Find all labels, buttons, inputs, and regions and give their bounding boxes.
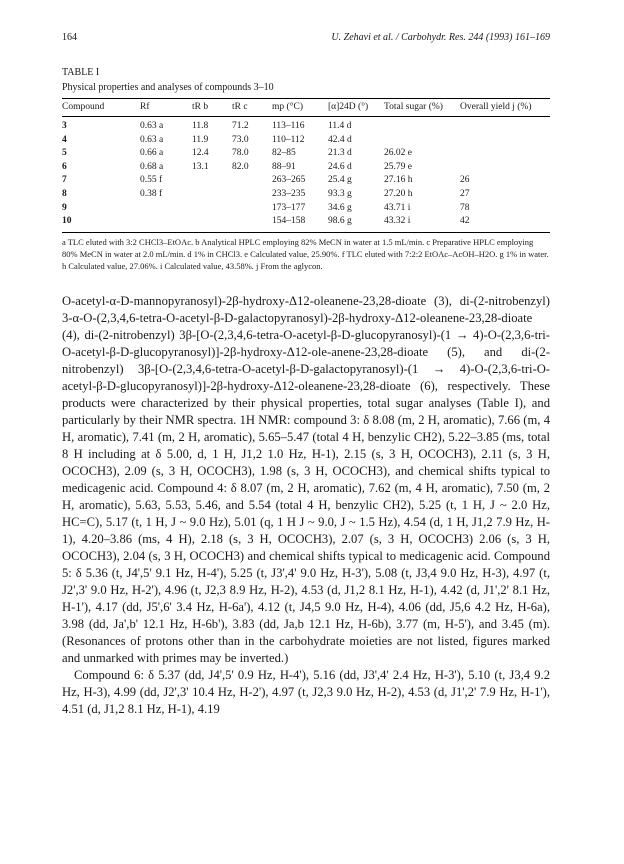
table-cell-yield: 42: [460, 216, 470, 227]
table-cell-rf: 0.66 a: [140, 148, 164, 159]
table-cell-compound: 7: [62, 175, 67, 186]
paragraph: O-acetyl-α-D-mannopyranosyl)-2β-hydroxy-Δ12-oleanene-23,28-dioate (3), di-(2-nitrobenzyl) 3-α-O-(2,3,4,6-tetra-O-acetyl-β-D-galactopyranosyl)-2β-hydroxy-Δ12-oleanene-23,28-dioate (4), di-(2-nitrobenzyl) 3β-[O-(2,3,4,6-tetra-O-acetyl-β-D-glucopyranosyl)-(1 → 4)-O-(2,3,6-tri-O-acetyl-β-D-glucopyranosyl)]-2β-hydroxy-Δ12-ole-anene-23,28-dioate (5), and di-(2-nitrobenzyl) 3β-[O-(2,3,4,6-tetra-O-acetyl-β-D-galactopyranosyl)-(1 → 4)-O-(2,3,6-tri-O-acetyl-β-D-glucopyranosyl)]-2β-hydroxy-Δ12-oleanene-23,28-dioate (6), respectively. These products were characterized by their physical properties, total sugar analyses (Table I), and particularly by their NMR spectra. 1H NMR: compound 3: δ 8.08 (m, 2 H, aromatic), 7.66 (m, 4 H, aromatic), 7.41 (m, 2 H, aromatic), 5.65–5.47 (total 4 H, benzylic CH2), 5.22–3.85 (ms, total 8 H including at δ 5.00, d, 1 H, J1,2 1.0 Hz, H-1), 2.15 (s, 3 H, OCOCH3), 2.11 (s, 3 H, OCOCH3), 2.09 (s, 3 H, OCOCH3), 1.98 (s, 3 H, OCOCH3), and chemical shifts typical to medicagenic acid. Compound 4: δ 8.07 (m, 2 H, aromatic), 7.62 (m, 4 H, aromatic), 7.50 (m, 2 H, aromatic), 5.63, 5.53, 5.46, and 5.54 (total 4 H, benzylic CH2), 5.25 (t, 1 H, J ~ 2.0 Hz, HC=C), 5.17 (t, 1 H, J ~ 9.0 Hz), 5.01 (q, 1 H J ~ 9.0, J ~ 1.5 Hz), 4.54 (d, 1 H, J1,2 7.9 Hz, H-1), 4.20–3.86 (ms, 4 H), 2.18 (s, 3 H, OCOCH3), 2.07 (s, 3 H, OCOCH3) 2.06 (s, 3 H, OCOCH3), 2.04 (s, 3 H, OCOCH3) and chemical shifts typical to medicagenic acid. Compound 5: δ 5.36 (t, J4',5' 9.1 Hz, H-4'), 5.25 (t, J3',4' 9.0 Hz, H-3'), 5.08 (t, J3,4 9.0 Hz, H-3), 4.97 (t, J2',3' 9.0 Hz, H-2'), 4.96 (t, J2,3 8.9 Hz, H-2), 4.53 (d, J1,2 8.1 Hz, H-1), 4.42 (d, J1',2' 8.1 Hz, H-1'), 4.17 (dd, J5',6' 3.4 Hz, H-6a'), 4.12 (t, J4,5 9.0 Hz, H-4), 4.06 (dd, J5,6 4.2 Hz, H-6a), 3.98 (dd, Ja',b' 12.1 Hz, H-6b'), 3.83 (dd, Ja,b 12.1 Hz, H-6b), 3.77 (m, H-5'), and 3.45 (m). (Resonances of protons other than in the carbohydrate moieties are not listed, figures marked and unmarked with primes may be inverted.): [62, 293, 550, 665]
table-cell-rf: [140, 215, 192, 232]
table-row: [62, 134, 550, 148]
table-cell-yield: 26: [460, 175, 470, 186]
column-header: Overall yield j (%): [460, 102, 532, 112]
table-cell-yield: [460, 134, 550, 148]
table-cell-sugar: 27.20 h: [384, 188, 413, 199]
table-cell-sugar: [384, 134, 460, 148]
table-cell-compound: 6: [62, 161, 67, 172]
table-cell-tr2: [232, 215, 272, 232]
column-header: tR c: [232, 102, 248, 112]
table-row: [62, 147, 550, 161]
column-header: [α]24D (°): [328, 102, 369, 112]
table-footnote: a TLC eluted with 3:2 CHCl3–EtOAc. b Analytical HPLC employing 82% MeCN in water at 1.5 mL/min. c Preparative HPLC employing 80% MeCN in water at 2.0 mL/min. d 1% in CHCl3. e Calculated value, 25.90%. f TLC eluted with 7:2:2 EtOAc–AcOH–H2O. g 1% in water. h Calculated value, 27.06%. i Calculated value, 43.58%. j From the aglycon.: [62, 236, 549, 271]
table-cell-rf: 0.38 f: [140, 188, 163, 199]
table-body: [62, 117, 550, 233]
table-cell-mp: 263–265: [272, 175, 306, 186]
table-row: [62, 215, 550, 232]
table-cell-sugar: 43.32 i: [384, 216, 411, 227]
table-cell-yield: [460, 117, 550, 134]
table-cell-mp: 88–91: [272, 161, 296, 172]
table-title: Physical properties and analyses of compounds 3–10: [62, 82, 274, 93]
table-row: [62, 174, 550, 188]
table-cell-tr1: 13.1: [192, 161, 209, 172]
table-cell-rf: [140, 202, 192, 216]
table-cell-rot: 93.3 g: [328, 188, 352, 199]
table-cell-compound: 10: [62, 216, 72, 227]
table-cell-tr1: 11.9: [192, 134, 209, 145]
table-cell-mp: 82–85: [272, 148, 296, 159]
table-cell-tr2: 82.0: [232, 161, 249, 172]
table-label: TABLE I: [62, 67, 100, 78]
running-header: [62, 32, 550, 43]
table-cell-rot: 11.4 d: [328, 121, 352, 131]
table-row: [62, 202, 550, 216]
column-header: mp (°C): [272, 102, 303, 112]
table-cell-rot: 21.3 d: [328, 148, 352, 159]
table-cell-compound: 9: [62, 202, 67, 213]
table-cell-tr1: [192, 215, 232, 232]
table-cell-rot: 42.4 d: [328, 134, 352, 145]
table-cell-mp: 173–177: [272, 202, 306, 213]
table-cell-mp: 154–158: [272, 216, 306, 227]
table-row: [62, 188, 550, 202]
table-cell-mp: 233–235: [272, 188, 306, 199]
table-cell-tr2: [232, 188, 272, 202]
table-cell-tr2: 73.0: [232, 134, 249, 145]
table-cell-rf: 0.63 a: [140, 134, 164, 145]
column-header: Compound: [62, 102, 105, 112]
table-cell-compound: 3: [62, 121, 67, 131]
page: [62, 32, 550, 718]
table-cell-yield: [460, 161, 550, 175]
table-cell-sugar: 43.71 i: [384, 202, 411, 213]
table-cell-yield: 27: [460, 188, 470, 199]
table-cell-tr2: [232, 202, 272, 216]
table-cell-mp: 110–112: [272, 134, 305, 145]
column-header: Rf: [140, 102, 150, 112]
table-cell-compound: 8: [62, 188, 67, 199]
journal-citation: U. Zehavi et al. / Carbohydr. Res. 244 (1993) 161–169: [331, 32, 550, 43]
table-cell-tr2: 78.0: [232, 148, 249, 159]
column-header: tR b: [192, 102, 209, 112]
table-cell-tr1: [192, 188, 232, 202]
table-cell-compound: 4: [62, 134, 67, 145]
table-cell-sugar: 25.79 e: [384, 161, 412, 172]
table-cell-rf: 0.63 a: [140, 121, 164, 131]
table-cell-tr1: 12.4: [192, 148, 209, 159]
table-cell-yield: [460, 147, 550, 161]
table-cell-rot: 34.6 g: [328, 202, 352, 213]
table-cell-sugar: [384, 117, 460, 134]
table-cell-compound: 5: [62, 148, 67, 159]
page-number: 164: [62, 32, 77, 43]
paragraph: Compound 6: δ 5.37 (dd, J4',5' 0.9 Hz, H-4'), 5.16 (dd, J3',4' 2.4 Hz, H-3'), 5.10 (t, J3,4 9.2 Hz, H-3), 4.99 (dd, J2',3' 10.4 Hz, H-2'), 4.97 (t, J2,3 9.0 Hz, H-2), 4.53 (d, J1',2' 7.9 Hz, H-1'), 4.51 (d, J1,2 8.1 Hz, H-1), 4.19: [62, 667, 550, 716]
table-cell-mp: 113–116: [272, 121, 305, 131]
table-row: [62, 161, 550, 175]
table-cell-sugar: 27.16 h: [384, 175, 413, 186]
body-text: [62, 293, 550, 718]
table-row: [62, 117, 550, 134]
table-cell-yield: 78: [460, 202, 470, 213]
table-cell-rf: 0.68 a: [140, 161, 164, 172]
table-cell-rf: 0.55 f: [140, 175, 163, 186]
table-cell-tr1: [192, 202, 232, 216]
table-cell-tr1: [192, 174, 232, 188]
properties-table: [62, 98, 550, 233]
table-cell-rot: 25.4 g: [328, 175, 352, 186]
table-cell-rot: 24.6 d: [328, 161, 352, 172]
table-cell-sugar: 26.02 e: [384, 148, 412, 159]
table-cell-tr2: [232, 174, 272, 188]
column-header: Total sugar (%): [384, 102, 443, 112]
table-cell-tr2: 71.2: [232, 121, 249, 131]
table-cell-tr1: 11.8: [192, 121, 209, 131]
table-cell-rot: 98.6 g: [328, 216, 352, 227]
table-header-row: [62, 99, 550, 117]
